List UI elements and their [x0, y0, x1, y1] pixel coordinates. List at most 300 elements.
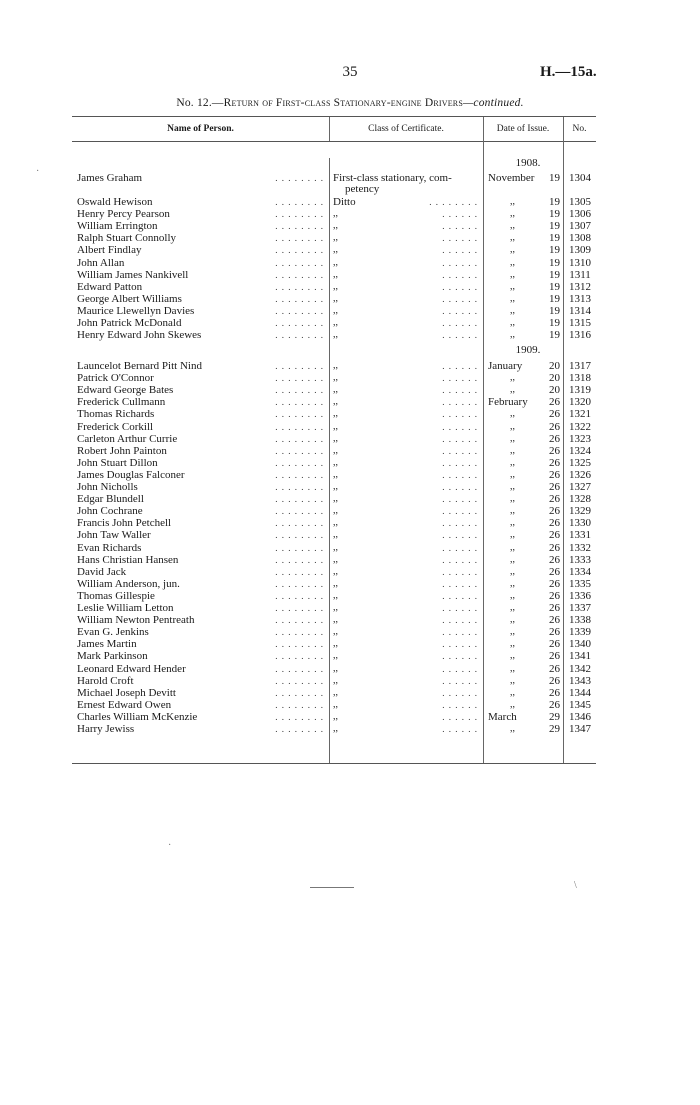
issue-month: February [488, 396, 528, 409]
table-header-rule [72, 141, 596, 142]
column-header-name: Name of Person. [167, 124, 234, 134]
certificate-number: 1321 [569, 408, 591, 421]
certificate-number: 1319 [569, 384, 591, 397]
issue-month: ,, [510, 456, 515, 468]
certificate-class: ,, [333, 674, 338, 686]
certificate-number: 1311 [569, 268, 591, 281]
person-name: John Allan [77, 256, 125, 269]
leader-dots: . . . . . . . . [275, 711, 324, 722]
table-row [0, 529, 700, 541]
issue-month: January [488, 360, 523, 372]
leader-dots: . . . . . . . . [275, 245, 324, 256]
person-name: Harold Croft [77, 674, 134, 687]
column-header-number: No. [572, 124, 587, 134]
leader-dots: . . . . . . . . [275, 639, 324, 650]
certificate-number: 1325 [569, 456, 591, 469]
issue-month: March [488, 710, 517, 723]
issue-month: ,, [510, 481, 515, 492]
leader-dots: . . . . . . . . [275, 578, 324, 589]
issue-day: 26 [549, 650, 560, 663]
issue-day: 26 [549, 614, 560, 627]
issue-month: ,, [510, 614, 515, 626]
certificate-class: ,, [333, 614, 338, 626]
issue-month: ,, [510, 304, 515, 316]
leader-dots: . . . . . . [442, 639, 478, 650]
leader-dots: . . . . . . [442, 281, 478, 292]
certificate-number: 1316 [569, 329, 591, 342]
certificate-class: ,, [333, 626, 338, 638]
year-label: 1909. [515, 344, 541, 356]
certificate-number: 1328 [569, 493, 591, 506]
issue-day: 29 [549, 710, 560, 723]
leader-dots: . . . . . . . . [275, 409, 324, 420]
issue-day: 26 [549, 408, 560, 421]
person-name: William James Nankivell [77, 268, 189, 281]
issue-month: ,, [510, 317, 515, 328]
leader-dots: . . . . . . . . [275, 615, 324, 626]
leader-dots: . . . . . . . . [275, 494, 324, 505]
leader-dots: . . . . . . [442, 675, 478, 686]
certificate-class: ,, [333, 384, 338, 396]
leader-dots: . . . . . . [442, 687, 478, 698]
leader-dots: . . . . . . . . [275, 421, 324, 432]
issue-month: ,, [510, 662, 515, 674]
certificate-number: 1329 [569, 505, 591, 518]
scan-mark: · [36, 166, 40, 177]
table-row [0, 329, 700, 341]
leader-dots: . . . . . . [442, 603, 478, 613]
certificate-number: 1313 [569, 292, 591, 305]
certificate-class: ,, [333, 244, 338, 256]
certificate-class: ,, [333, 304, 338, 316]
issue-month: ,, [510, 292, 515, 304]
leader-dots: . . . . . . . . [275, 627, 324, 638]
leader-dots: . . . . . . [442, 615, 478, 626]
certificate-number: 1343 [569, 674, 591, 687]
leader-dots: . . . . . . . . [275, 724, 324, 734]
issue-month: ,, [510, 650, 515, 662]
person-name: Ernest Edward Owen [77, 698, 172, 711]
issue-day: 19 [549, 256, 560, 269]
table-row [0, 232, 700, 244]
issue-month: ,, [510, 256, 515, 268]
certificate-class: ,, [333, 529, 338, 541]
table-title-prefix: No. 12.— [176, 97, 224, 109]
leader-dots: . . . . . . . . [275, 663, 324, 674]
issue-month: ,, [510, 468, 515, 480]
issue-day: 26 [549, 602, 560, 614]
table-row [0, 699, 700, 711]
leader-dots: . . . . . . [442, 385, 478, 396]
table-row [0, 408, 700, 420]
table-row [0, 244, 700, 256]
certificate-class: ,, [333, 408, 338, 420]
issue-day: 19 [549, 304, 560, 317]
issue-month: ,, [510, 698, 515, 710]
table-row [0, 626, 700, 638]
issue-month: ,, [510, 589, 515, 601]
person-name: John Taw Waller [77, 529, 151, 542]
leader-dots: . . . . . . . . [275, 506, 324, 517]
issue-day: 20 [549, 372, 560, 385]
table-row [0, 384, 700, 396]
certificate-class: ,, [333, 493, 338, 505]
leader-dots: . . . . . . [442, 711, 478, 722]
issue-month: ,, [510, 280, 515, 292]
issue-month: ,, [510, 268, 515, 280]
column-header-date: Date of Issue. [496, 124, 550, 134]
person-name: Frederick Corkill [77, 420, 154, 433]
table-row [0, 457, 700, 469]
issue-day: 26 [549, 686, 560, 699]
certificate-number: 1331 [569, 529, 591, 542]
issue-day: 20 [549, 384, 560, 397]
leader-dots: . . . . . . . . [275, 590, 324, 601]
person-name: Patrick O'Connor [77, 372, 154, 385]
issue-day: 26 [549, 662, 560, 675]
leader-dots: . . . . . . [442, 257, 478, 268]
person-name: Albert Findlay [77, 244, 142, 257]
leader-dots: . . . . . . . . [275, 305, 324, 316]
person-name: Edward George Bates [77, 384, 174, 397]
table-row [0, 305, 700, 317]
person-name: William Errington [77, 220, 158, 233]
certificate-number: 1310 [569, 256, 591, 269]
certificate-class: ,, [333, 505, 338, 517]
table-row [0, 566, 700, 578]
certificate-number: 1322 [569, 420, 591, 433]
leader-dots: . . . . . . [442, 724, 478, 734]
issue-month: ,, [510, 432, 515, 444]
issue-day: 26 [549, 468, 560, 481]
issue-month: ,, [510, 686, 515, 698]
certificate-class: ,, [333, 360, 338, 371]
table-row [0, 396, 700, 408]
issue-day: 19 [549, 208, 560, 221]
leader-dots: . . . . . . . . [275, 542, 324, 553]
leader-dots: . . . . . . [442, 530, 478, 541]
certificate-class: ,, [333, 698, 338, 710]
leader-dots: . . . . . . [442, 469, 478, 480]
leader-dots: . . . . . . . . [275, 173, 324, 183]
person-name: Launcelot Bernard Pitt Nind [77, 360, 202, 372]
certificate-class: ,, [333, 220, 338, 232]
leader-dots: . . . . . . [442, 663, 478, 674]
column-header-class: Class of Certificate. [368, 124, 444, 134]
leader-dots: . . . . . . . . [275, 397, 324, 408]
certificate-class: ,, [333, 710, 338, 722]
certificate-number: 1336 [569, 589, 591, 602]
issue-month: ,, [510, 674, 515, 686]
leader-dots: . . . . . . [442, 578, 478, 589]
leader-dots: . . . . . . [442, 245, 478, 256]
table-row [0, 257, 700, 269]
leader-dots: . . . . . . . . [275, 318, 324, 328]
leader-dots: . . . . . . . . [275, 257, 324, 268]
issue-day: 26 [549, 493, 560, 506]
leader-dots: . . . . . . . . [275, 445, 324, 456]
table-row [0, 602, 700, 614]
issue-day: 26 [549, 638, 560, 651]
issue-day: 19 [549, 232, 560, 245]
issue-day: 26 [549, 674, 560, 687]
certificate-class: ,, [333, 565, 338, 577]
person-name: Maurice Llewellyn Davies [77, 304, 195, 317]
person-name: Thomas Richards [77, 408, 155, 421]
certificate-number: 1327 [569, 481, 591, 493]
certificate-class: ,, [333, 372, 338, 384]
issue-month: ,, [510, 529, 515, 541]
person-name: Mark Parkinson [77, 650, 148, 663]
certificate-number: 1320 [569, 396, 591, 409]
certificate-number: 1317 [569, 360, 591, 372]
leader-dots: . . . . . . . . [275, 209, 324, 220]
issue-month: ,, [510, 244, 515, 256]
leader-dots: . . . . . . [442, 457, 478, 468]
issue-month: ,, [510, 602, 515, 613]
scan-mark: · [168, 840, 172, 851]
certificate-class: ,, [333, 329, 338, 341]
table-row [0, 578, 700, 590]
certificate-class: ,, [333, 638, 338, 650]
leader-dots: . . . . . . . . [275, 566, 324, 577]
leader-dots: . . . . . . . . [275, 675, 324, 686]
issue-day: 26 [549, 577, 560, 590]
issue-day: 26 [549, 456, 560, 469]
table-row [0, 293, 700, 305]
leader-dots: . . . . . . . . [275, 361, 324, 371]
table-row [0, 711, 700, 723]
table-row [0, 196, 700, 208]
certificate-class: ,, [333, 589, 338, 601]
certificate-number: 1335 [569, 577, 591, 590]
certificate-number: 1342 [569, 662, 591, 675]
certificate-number: 1346 [569, 710, 591, 723]
person-name: John Stuart Dillon [77, 456, 158, 469]
year-label: 1908. [515, 157, 541, 169]
leader-dots: . . . . . . [442, 566, 478, 577]
leader-dots: . . . . . . . . [275, 699, 324, 710]
table-title-main: Return of First-class Stationary-engine Drivers [223, 97, 463, 109]
certificate-class: ,, [333, 292, 338, 304]
leader-dots: . . . . . . . . [275, 687, 324, 698]
table-row [0, 360, 700, 372]
leader-dots: . . . . . . . . [275, 651, 324, 662]
table-row [0, 675, 700, 687]
leader-dots: . . . . . . [442, 318, 478, 328]
issue-month: ,, [510, 638, 515, 650]
table-row [0, 493, 700, 505]
leader-dots: . . . . . . [442, 445, 478, 456]
certificate-number: 1345 [569, 698, 591, 711]
document-reference: H.—15a. [540, 64, 597, 80]
certificate-number: 1332 [569, 541, 591, 554]
table-row [0, 614, 700, 626]
issue-day: 26 [549, 505, 560, 518]
leader-dots: . . . . . . [442, 651, 478, 662]
leader-dots: . . . . . . [442, 482, 478, 492]
issue-month: ,, [510, 626, 515, 638]
certificate-class: ,, [333, 662, 338, 674]
table-row [0, 372, 700, 384]
leader-dots: . . . . . . [442, 269, 478, 280]
person-name: John Nicholls [77, 481, 138, 493]
person-name: Leonard Edward Hender [77, 662, 186, 675]
person-name: John Patrick McDonald [77, 317, 182, 329]
leader-dots: . . . . . . [442, 627, 478, 638]
leader-dots: . . . . . . . . [275, 482, 324, 492]
certificate-number: 1309 [569, 244, 591, 257]
certificate-number: 1330 [569, 517, 591, 530]
certificate-class: ,, [333, 432, 338, 444]
leader-dots: . . . . . . [442, 542, 478, 553]
certificate-number: 1307 [569, 220, 591, 233]
issue-day: 19 [549, 268, 560, 281]
certificate-number: 1338 [569, 614, 591, 627]
issue-day: 26 [549, 420, 560, 433]
issue-month: ,, [510, 420, 515, 432]
issue-day: 26 [549, 444, 560, 457]
person-name: Frederick Cullmann [77, 396, 166, 409]
person-name: Harry Jewiss [77, 723, 135, 735]
issue-month: ,, [510, 329, 515, 341]
table-row [0, 469, 700, 481]
leader-dots: . . . . . . . . [275, 233, 324, 244]
issue-day: 26 [549, 396, 560, 409]
issue-day: 26 [549, 432, 560, 445]
issue-month: ,, [510, 208, 515, 220]
issue-month: ,, [510, 372, 515, 384]
certificate-class: ,, [333, 481, 338, 492]
issue-month: ,, [510, 444, 515, 456]
leader-dots: . . . . . . [442, 233, 478, 244]
issue-month: ,, [510, 232, 515, 244]
certificate-class: ,, [333, 650, 338, 662]
issue-month: ,, [510, 541, 515, 553]
table-row [0, 517, 700, 529]
table-row [0, 421, 700, 433]
certificate-class: Ditto [333, 196, 356, 208]
leader-dots: . . . . . . . . [275, 554, 324, 565]
table-row [0, 220, 700, 232]
table-row [0, 542, 700, 554]
issue-month: ,, [510, 517, 515, 529]
table-top-rule [72, 116, 596, 117]
table-title-suffix: —continued. [463, 97, 524, 109]
issue-month: November [488, 172, 535, 184]
person-name: John Cochrane [77, 505, 143, 518]
table-row [0, 505, 700, 517]
person-name: Henry Edward John Skewes [77, 329, 202, 342]
certificate-class: ,, [333, 232, 338, 244]
issue-month: ,, [510, 565, 515, 577]
certificate-number: 1337 [569, 602, 591, 614]
issue-month: ,, [510, 196, 515, 207]
table-row [0, 481, 700, 493]
issue-day: 19 [549, 172, 560, 184]
person-name: Thomas Gillespie [77, 589, 155, 602]
leader-dots: . . . . . . . . [275, 433, 324, 444]
certificate-class: ,, [333, 256, 338, 268]
certificate-class: ,, [333, 723, 338, 734]
certificate-class: ,, [333, 468, 338, 480]
leader-dots: . . . . . . [442, 373, 478, 384]
certificate-class: ,, [333, 396, 338, 408]
certificate-class: ,, [333, 208, 338, 220]
certificate-class: ,, [333, 317, 338, 328]
issue-day: 19 [549, 292, 560, 305]
table-row [0, 269, 700, 281]
leader-dots: . . . . . . [442, 518, 478, 529]
person-name: Carleton Arthur Currie [77, 432, 178, 445]
issue-month: ,, [510, 408, 515, 420]
certificate-class: ,, [333, 577, 338, 589]
leader-dots: . . . . . . [442, 221, 478, 232]
leader-dots: . . . . . . . . [275, 293, 324, 304]
person-name: Edgar Blundell [77, 493, 144, 506]
issue-day: 26 [549, 517, 560, 530]
certificate-class: ,, [333, 541, 338, 553]
person-name: William Anderson, jun. [77, 577, 180, 590]
issue-day: 19 [549, 244, 560, 257]
person-name: Evan G. Jenkins [77, 626, 149, 639]
scan-mark: \ [574, 880, 577, 891]
issue-day: 19 [549, 280, 560, 293]
certificate-number: 1323 [569, 432, 591, 445]
issue-month: ,, [510, 505, 515, 517]
table-row [0, 638, 700, 650]
certificate-class: ,, [333, 420, 338, 432]
table-row [0, 281, 700, 293]
table-row [0, 687, 700, 699]
person-name: James Douglas Falconer [77, 468, 185, 481]
certificate-number: 1334 [569, 565, 591, 578]
certificate-number: 1339 [569, 626, 591, 639]
leader-dots: . . . . . . [442, 590, 478, 601]
leader-dots: . . . . . . [442, 397, 478, 408]
issue-day: 19 [549, 196, 560, 208]
person-name: David Jack [77, 565, 127, 578]
issue-day: 19 [549, 329, 560, 342]
table-row [0, 663, 700, 675]
page-end-ornament [310, 887, 354, 888]
issue-day: 26 [549, 541, 560, 554]
leader-dots: . . . . . . . . [275, 373, 324, 384]
person-name: James Graham [77, 172, 143, 184]
certificate-number: 1347 [569, 723, 591, 735]
person-name: Evan Richards [77, 541, 142, 554]
issue-month: ,, [510, 723, 515, 734]
person-name: Ralph Stuart Connolly [77, 232, 176, 245]
issue-month: ,, [510, 553, 515, 565]
table-title [0, 97, 700, 109]
leader-dots: . . . . . . [442, 305, 478, 316]
table-row [0, 317, 700, 329]
certificate-number: 1333 [569, 553, 591, 566]
leader-dots: . . . . . . . . [275, 197, 324, 207]
certificate-number: 1312 [569, 280, 591, 293]
issue-day: 19 [549, 317, 560, 329]
leader-dots: . . . . . . [442, 293, 478, 304]
certificate-number: 1340 [569, 638, 591, 651]
certificate-number: 1315 [569, 317, 591, 329]
leader-dots: . . . . . . . . [275, 530, 324, 541]
certificate-number: 1304 [569, 172, 591, 184]
table-row [0, 554, 700, 566]
person-name: Edward Patton [77, 280, 143, 293]
person-name: Robert John Painton [77, 444, 167, 457]
issue-day: 29 [549, 723, 560, 735]
